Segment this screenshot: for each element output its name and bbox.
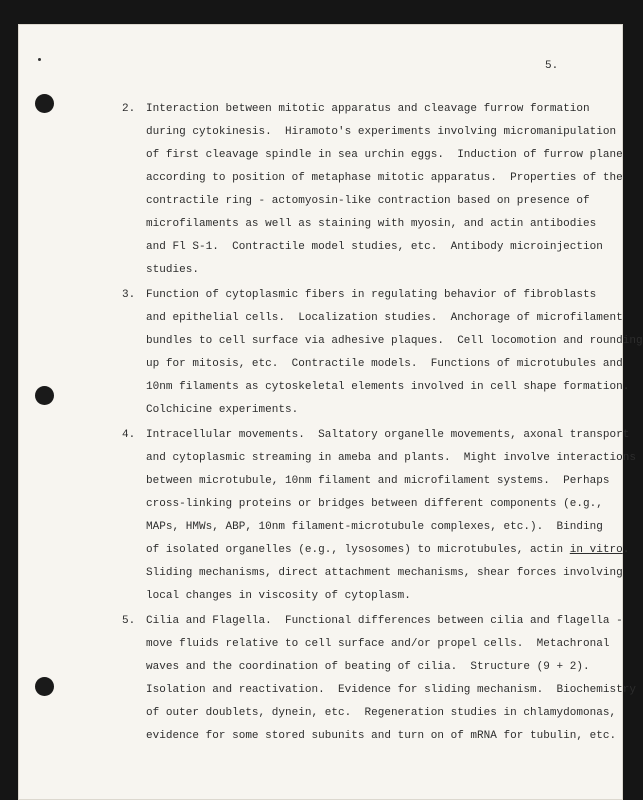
- text-line: Function of cytoplasmic fibers in regulating behavior of fibroblasts: [146, 289, 597, 301]
- page-number: 5.: [545, 60, 559, 72]
- text-line: 10nm filaments as cytoskeletal elements involved in cell shape formation.: [146, 381, 630, 393]
- text-line: and Fl S-1. Contractile model studies, etc. Antibody microinjection: [146, 241, 603, 253]
- text-line: and cytoplasmic streaming in ameba and plants. Might involve interactions: [146, 452, 636, 464]
- binder-hole: [35, 94, 54, 113]
- document-page: [18, 24, 643, 800]
- text-line: evidence for some stored subunits and turn on of mRNA for tubulin, etc.: [146, 730, 617, 742]
- binder-hole: [35, 677, 54, 696]
- text-line: up for mitosis, etc. Contractile models. Functions of microtubules and: [146, 358, 623, 370]
- text-line: and epithelial cells. Localization studies. Anchorage of microfilament: [146, 312, 623, 324]
- text-span: .: [622, 544, 630, 556]
- text-line: between microtubule, 10nm filament and microfilament systems. Perhaps: [146, 475, 610, 487]
- text-line: of first cleavage spindle in sea urchin eggs. Induction of furrow plane: [146, 149, 623, 161]
- text-line: studies.: [146, 264, 199, 276]
- text-line: [146, 544, 629, 556]
- ink-speck: [38, 58, 41, 61]
- item-number: 3.: [122, 289, 136, 301]
- text-line: local changes in viscosity of cytoplasm.: [146, 590, 411, 602]
- text-line: Isolation and reactivation. Evidence for sliding mechanism. Biochemistry: [146, 684, 636, 696]
- text-line: Cilia and Flagella. Functional differences between cilia and flagella -: [146, 615, 623, 627]
- item-number: 2.: [122, 103, 136, 115]
- text-line: Intracellular movements. Saltatory organelle movements, axonal transport: [146, 429, 630, 441]
- text-line: move fluids relative to cell surface and/or propel cells. Metachronal: [146, 638, 610, 650]
- item-number: 4.: [122, 429, 136, 441]
- text-line: MAPs, HMWs, ABP, 10nm filament-microtubule complexes, etc.). Binding: [146, 521, 603, 533]
- text-line: according to position of metaphase mitotic apparatus. Properties of the: [146, 172, 623, 184]
- text-line: Sliding mechanisms, direct attachment mechanisms, shear forces involving: [146, 567, 623, 579]
- text-line: bundles to cell surface via adhesive plaques. Cell locomotion and rounding: [146, 335, 643, 347]
- text-line: during cytokinesis. Hiramoto's experiments involving micromanipulation: [146, 126, 617, 138]
- text-line: contractile ring - actomyosin-like contraction based on presence of: [146, 195, 590, 207]
- text-span: of isolated organelles (e.g., lysosomes) to microtubules, actin: [146, 544, 570, 556]
- item-number: 5.: [122, 615, 136, 627]
- text-line: cross-linking proteins or bridges between different components (e.g.,: [146, 498, 603, 510]
- binder-hole: [35, 386, 54, 405]
- text-line: of outer doublets, dynein, etc. Regeneration studies in chlamydomonas,: [146, 707, 617, 719]
- text-line: Interaction between mitotic apparatus and cleavage furrow formation: [146, 103, 590, 115]
- text-line: microfilaments as well as staining with myosin, and actin antibodies: [146, 218, 597, 230]
- text-line: Colchicine experiments.: [146, 404, 299, 416]
- text-line: waves and the coordination of beating of cilia. Structure (9 + 2).: [146, 661, 590, 673]
- underlined-phrase: in vitro: [569, 544, 623, 556]
